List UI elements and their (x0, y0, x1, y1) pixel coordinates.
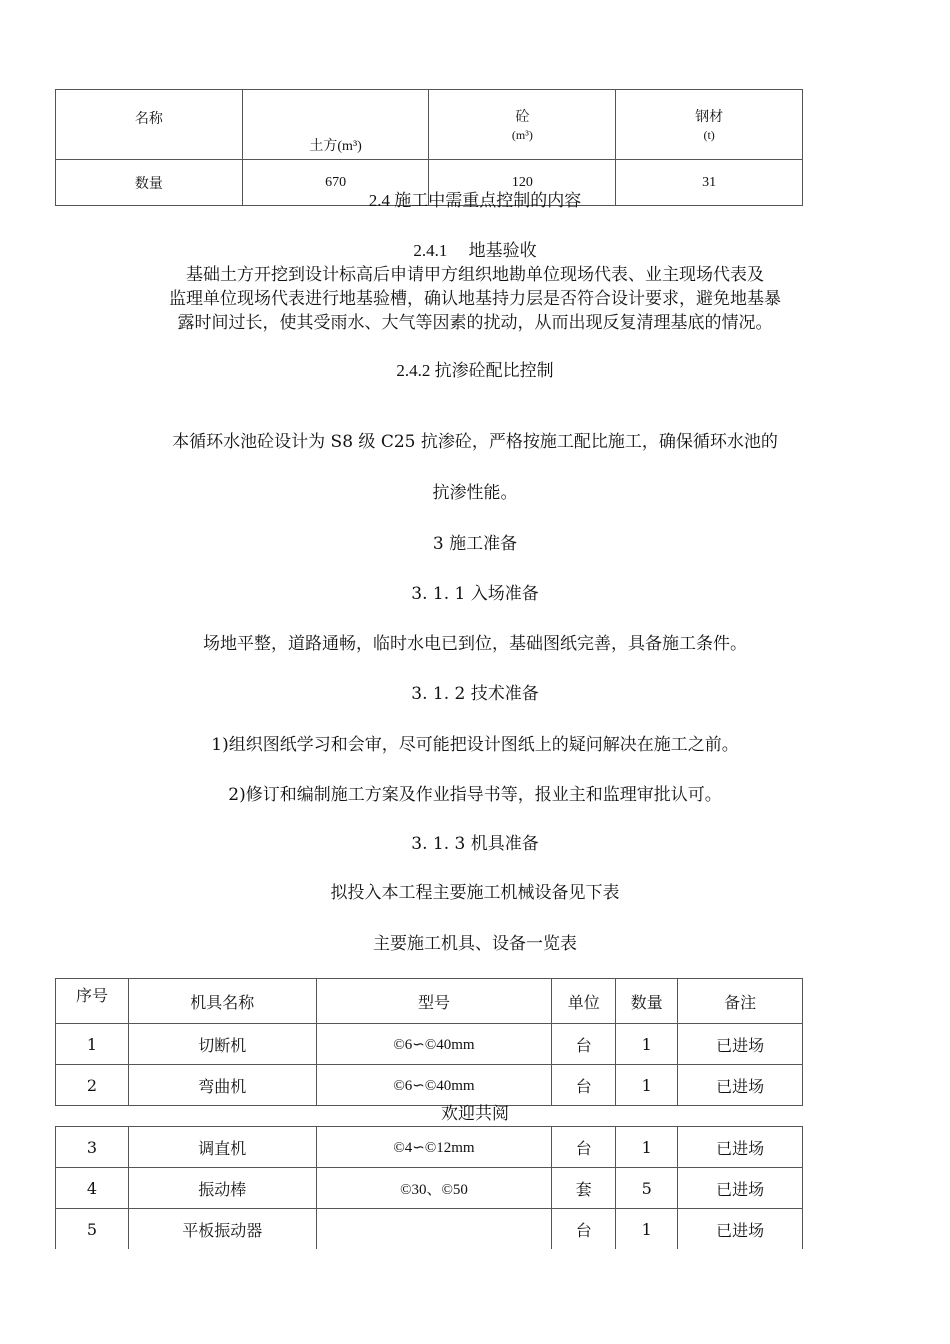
table-row (56, 1168, 803, 1209)
table-cell: ©4∽©12mm (316, 1127, 552, 1168)
table-cell: ©6∽©40mm (316, 1065, 552, 1106)
table-cell: 5 (56, 1209, 129, 1250)
table-cell: 台 (552, 1127, 616, 1168)
table-cell: ©6∽©40mm (316, 1024, 552, 1065)
table-cell: 台 (552, 1065, 616, 1106)
table-cell: 31 (616, 160, 803, 206)
table-cell: 已进场 (678, 1168, 803, 1209)
table-cell (616, 90, 803, 160)
table-title: 主要施工机具、设备一览表 (373, 934, 577, 954)
table-cell: 4 (56, 1168, 129, 1209)
table-cell: 1 (616, 1127, 678, 1168)
table-cell: 数量 (56, 160, 243, 206)
paragraph-line: 监理单位现场代表进行地基验槽，确认地基持力层是否符合设计要求，避免地基暴 (169, 289, 781, 309)
paragraph-line: 本循环水池砼设计为 S8 级 C25 抗渗砼，严格按施工配比施工，确保循环水池的 (172, 432, 778, 452)
equipment-table (55, 978, 803, 1106)
table-header-cell: 备注 (678, 979, 803, 1024)
section-heading: 3. 1. 1 入场准备 (411, 584, 539, 604)
table-cell: 台 (552, 1209, 616, 1250)
table-cell: 振动棒 (128, 1168, 316, 1209)
paragraph-line: 拟投入本工程主要施工机械设备见下表 (330, 883, 620, 903)
table-cell: 1 (616, 1209, 678, 1250)
table-header-cell: 机具名称 (128, 979, 316, 1024)
table-cell: 3 (56, 1127, 129, 1168)
table-cell: 670 (242, 160, 429, 206)
table-cell: 2 (56, 1065, 129, 1106)
table-cell: 1 (616, 1024, 678, 1065)
table-cell: 切断机 (128, 1024, 316, 1065)
section-heading: 2.4.1 地基验收 (413, 241, 537, 260)
table-cell: 已进场 (678, 1127, 803, 1168)
cell-line: 钢材 (695, 109, 724, 125)
table-row (56, 1209, 803, 1250)
table-cell: 套 (552, 1168, 616, 1209)
section-heading: 3. 1. 2 技术准备 (411, 684, 539, 704)
footer-note: 欢迎共阅 (441, 1104, 509, 1124)
paragraph-line: 基础土方开挖到设计标高后申请甲方组织地勘单位现场代表、业主现场代表及 (186, 265, 764, 285)
table-cell: 名称 (56, 90, 243, 160)
section-heading: 2.4.2 抗渗砼配比控制 (396, 361, 554, 380)
table-cell: 5 (616, 1168, 678, 1209)
section-heading: 3 施工准备 (432, 534, 518, 554)
list-item: 2)修订和编制施工方案及作业指导书等，报业主和监理审批认可。 (228, 785, 722, 805)
section-heading: 3. 1. 3 机具准备 (411, 834, 539, 854)
table-header-cell: 数量 (616, 979, 678, 1024)
table-cell: 土方(m³) (242, 90, 429, 160)
table-cell: 平板振动器 (128, 1209, 316, 1250)
table-header-cell: 型号 (316, 979, 552, 1024)
table-header-cell: 序号 (56, 979, 129, 1024)
table-row (56, 90, 803, 160)
table-cell (316, 1209, 552, 1250)
list-item: 1)组织图纸学习和会审，尽可能把设计图纸上的疑问解决在施工之前。 (211, 735, 739, 755)
cell-line: (t) (703, 127, 715, 142)
table-cell: 1 (616, 1065, 678, 1106)
table-row (56, 1127, 803, 1168)
table-cell: 已进场 (678, 1065, 803, 1106)
table-row (56, 1024, 803, 1065)
paragraph-line: 露时间过长，使其受雨水、大气等因素的扰动，从而出现反复清理基底的情况。 (177, 313, 773, 333)
table-cell: 1 (56, 1024, 129, 1065)
paragraph-line: 场地平整，道路通畅，临时水电已到位，基础图纸完善，具备施工条件。 (203, 634, 747, 654)
cell-line: 砼 (515, 109, 530, 125)
table-cell: ©30、©50 (316, 1168, 552, 1209)
table-row (56, 1065, 803, 1106)
table-header-cell: 单位 (552, 979, 616, 1024)
table-cell: 120 (429, 160, 616, 206)
table-cell: 台 (552, 1024, 616, 1065)
table-cell: 已进场 (678, 1209, 803, 1250)
table-cell: 已进场 (678, 1024, 803, 1065)
section-heading: 2.4 施工中需重点控制的内容 (368, 191, 582, 210)
table-header-row (56, 979, 803, 1024)
table-cell: 调直机 (128, 1127, 316, 1168)
paragraph-line: 抗渗性能。 (432, 483, 518, 503)
table-cell (429, 90, 616, 160)
equipment-table-continued (55, 1126, 803, 1249)
cell-line: (m³) (511, 127, 533, 142)
table-cell: 弯曲机 (128, 1065, 316, 1106)
